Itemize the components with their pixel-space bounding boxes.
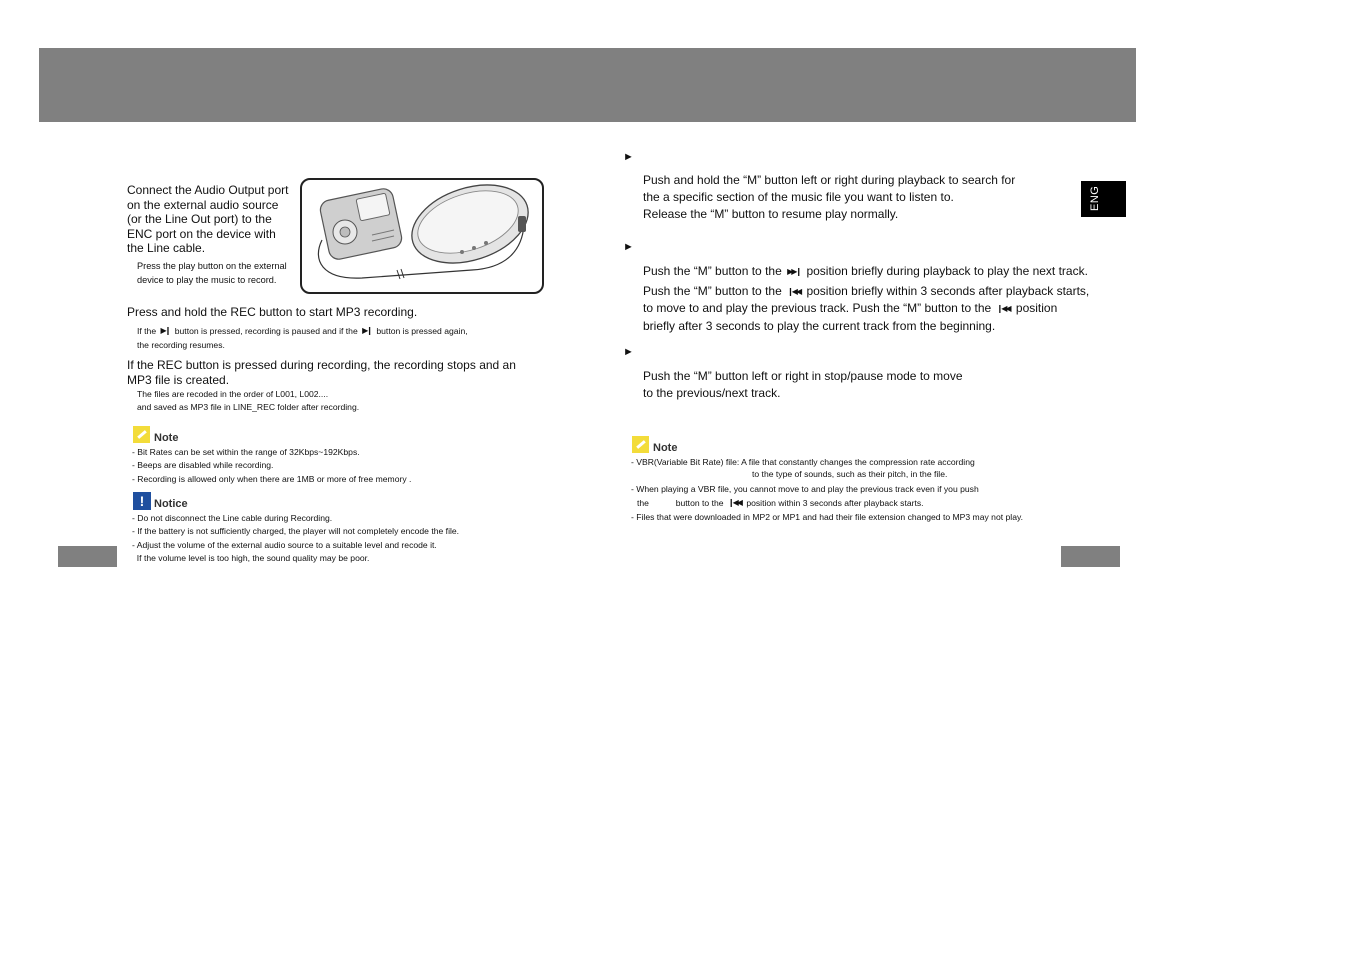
list-item: - Adjust the volume of the external audio source to a suitable level and recode it.: [132, 539, 437, 550]
intro-subtext: Press the play button on the external device to play the music to record.: [137, 261, 287, 285]
list-item: - When playing a VBR file, you cannot move to and play the previous track even if you push: [631, 483, 979, 494]
previous-track-icon: ❙◀◀: [787, 286, 801, 296]
list-item: - Beeps are disabled while recording.: [132, 460, 274, 471]
previous-track-icon: ❙◀◀: [996, 304, 1010, 313]
intro-text: Connect the Audio Output port on the external audio source (or the Line Out port) to the ENC port on the device with the Line cable.: [127, 183, 289, 256]
play-pause-icon: ▶❙: [160, 326, 170, 335]
skip-section: Push the “M” button to the ▶▶❙ position briefly during playback to play the next track. Push the “M” button to the ❙◀◀ position briefly within 3 seconds after playback starts, to move to and play the previous track. Push the “M” button to the ❙◀◀ position briefly after 3 seconds to play the current track from the beginning.: [643, 264, 1090, 333]
right-note-list: - VBR(Variable Bit Rate) file: A file that constantly changes the compression rate according to the type of sounds, such as their pitch, in the file. - When playing a VBR file, you cannot move to and play the previous track even if you push the button to the ❙◀◀ position within 3 seconds after playback starts. - Files that were downloaded in MP2 or MP1 and had their file extension changed to MP3 may not play.: [631, 456, 1023, 524]
step-stop-recording-sub: The files are recoded in the order of L001, L002.... and saved as MP3 file in LINE_REC folder after recording.: [137, 389, 360, 413]
search-section: Push and hold the “M” button left or right during playback to search for the a specific section of the music file you want to listen to. Release the “M” button to resume play normally.: [643, 173, 1016, 221]
play-pause-icon: ▶❙: [362, 326, 371, 335]
step-stop-recording: If the REC button is pressed during recording, the recording stops and an MP3 file is created.: [127, 358, 516, 387]
note-icon: [133, 426, 150, 443]
page-number-tab-right: [1061, 546, 1120, 567]
header-bar: [39, 48, 1136, 122]
notice-icon: !: [133, 492, 151, 510]
list-item: - Files that were downloaded in MP2 or MP1 and had their file extension changed to MP3 may not play.: [631, 511, 1024, 522]
notice-list: [132, 512, 459, 566]
list-item: - Do not disconnect the Line cable during Recording.: [132, 513, 333, 523]
next-track-icon: ▶▶❙: [787, 267, 801, 276]
list-item: - Recording is allowed only when there are 1MB or more of free memory .: [132, 473, 412, 484]
list-item: - VBR(Variable Bit Rate) file: A file that constantly changes the compression rate according: [631, 457, 975, 467]
notice-title: Notice: [154, 498, 188, 510]
arrow-right-icon: ►: [623, 151, 634, 163]
list-item: - Bit Rates can be set within the range of 32Kbps~192Kbps.: [132, 447, 360, 457]
note-list: [132, 446, 411, 486]
step-start-recording: Press and hold the REC button to start MP3 recording.: [127, 305, 418, 319]
note-icon: [632, 436, 649, 453]
note-title: Note: [154, 432, 179, 444]
arrow-right-icon: ►: [623, 241, 634, 253]
player-and-cd-device-illustration: [302, 180, 542, 292]
page-number-tab-left: [58, 546, 117, 567]
list-item: If the volume level is too high, the sound quality may be poor.: [132, 553, 370, 564]
stop-mode-section: Push the “M” button left or right in stop/pause mode to move to the previous/next track.: [643, 369, 963, 400]
step-start-recording-sub: If the ▶❙ button is pressed, recording is paused and if the ▶❙ button is pressed again, the recording resumes.: [137, 326, 468, 351]
connection-illustration: [300, 178, 544, 294]
language-tab: ENG: [1081, 181, 1126, 217]
previous-track-icon: ❙◀◀: [727, 498, 741, 508]
note-title: Note: [653, 442, 678, 454]
list-item: - If the battery is not sufficiently charged, the player will not completely encode the file.: [132, 526, 460, 537]
arrow-right-icon: ►: [623, 346, 634, 358]
